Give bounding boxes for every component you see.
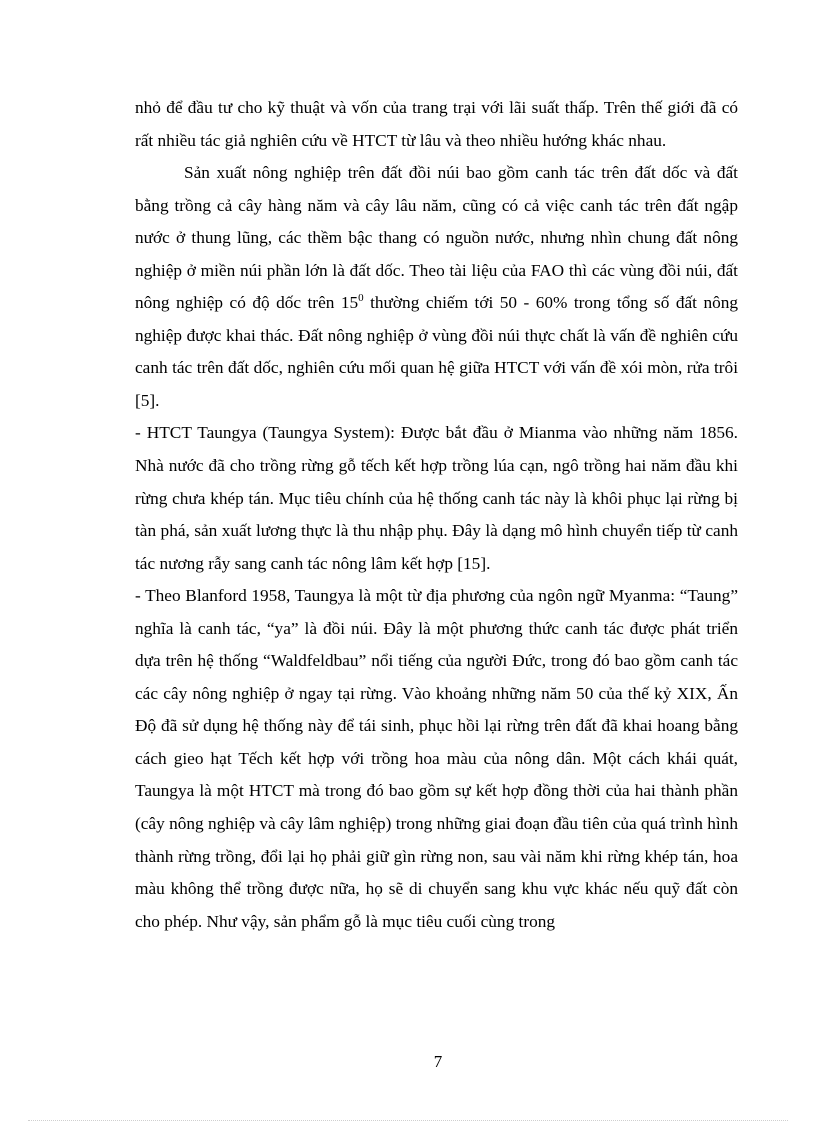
paragraph-upland-agriculture-text-b: thường chiếm tới 50 - 60% trong tổng số đất nông nghiệp được khai thác. Đất nông nghiệp ở vùng đồi núi thực chất là vấn đề nghiên cứu canh tác trên đất dốc, nghiên cứu mối quan hệ giữa HTCT với vấn đề xói mòn, rửa trôi [5]. <box>135 293 739 410</box>
paragraph-upland-agriculture <box>135 157 738 417</box>
paragraph-intro-continuation: nhỏ để đầu tư cho kỹ thuật và vốn của trang trại với lãi suất thấp. Trên thế giới đã có rất nhiều tác giả nghiên cứu về HTCT từ lâu và theo nhiều hướng khác nhau. <box>135 98 738 150</box>
paragraph-blanford-taungya: - Theo Blanford 1958, Taungya là một từ địa phương của ngôn ngữ Myanma: “Taung” nghĩa là canh tác, “ya” là đồi núi. Đây là một phương thức canh tác được phát triển dựa trên hệ thống “Waldfeldbau” nổi tiếng của người Đức, trong đó bao gồm canh tác các cây nông nghiệp ở ngay tại rừng. Vào khoảng những năm 50 của thế kỷ XIX, Ấn Độ đã sử dụng hệ thống này để tái sinh, phục hồi lại rừng trên đất đã khai hoang bằng cách gieo hạt Tếch kết hợp với trồng hoa màu của nông dân. Một cách khái quát, Taungya là một HTCT mà trong đó bao gồm sự kết hợp đồng thời của hai thành phần (cây nông nghiệp và cây lâm nghiệp) trong những giai đoạn đầu tiên của quá trình hình thành rừng trồng, đổi lại họ phải giữ gìn rừng non, sau vài năm khi rừng khép tán, hoa màu không thể trồng được nữa, họ sẽ di chuyển sang khu vực khác nếu quỹ đất còn cho phép. Như vậy, sản phẩm gỗ là mục tiêu cuối cùng trong <box>135 586 738 931</box>
paragraph-upland-agriculture-text-a: Sản xuất nông nghiệp trên đất đồi núi bao gồm canh tác trên đất dốc và đất bằng trồng cả cây hàng năm và cây lâu năm, cũng có cả việc canh tác trên đất ngập nước ở thung lũng, các thềm bậc thang có nguồn nước, nhưng nhìn chung đất nông nghiệp ở miền núi phần lớn là đất dốc. Theo tài liệu của FAO thì các vùng đồi núi, đất nông nghiệp có độ dốc trên 15 <box>135 163 738 313</box>
paragraph-taungya-system: - HTCT Taungya (Taungya System): Được bắt đầu ở Mianma vào những năm 1856. Nhà nước đã cho trồng rừng gỗ tếch kết hợp trồng lúa cạn, ngô trồng hai năm đầu khi rừng chưa khép tán. Mục tiêu chính của hệ thống canh tác này là khôi phục lại rừng bị tàn phá, sản xuất lương thực là thu nhập phụ. Đây là dạng mô hình chuyển tiếp từ canh tác nương rẫy sang canh tác nông lâm kết hợp [15]. <box>135 423 738 573</box>
footer-rule <box>28 1120 788 1121</box>
page-number: 7 <box>433 1052 443 1071</box>
degree-superscript: 0 <box>358 292 364 305</box>
body-text <box>135 92 738 938</box>
